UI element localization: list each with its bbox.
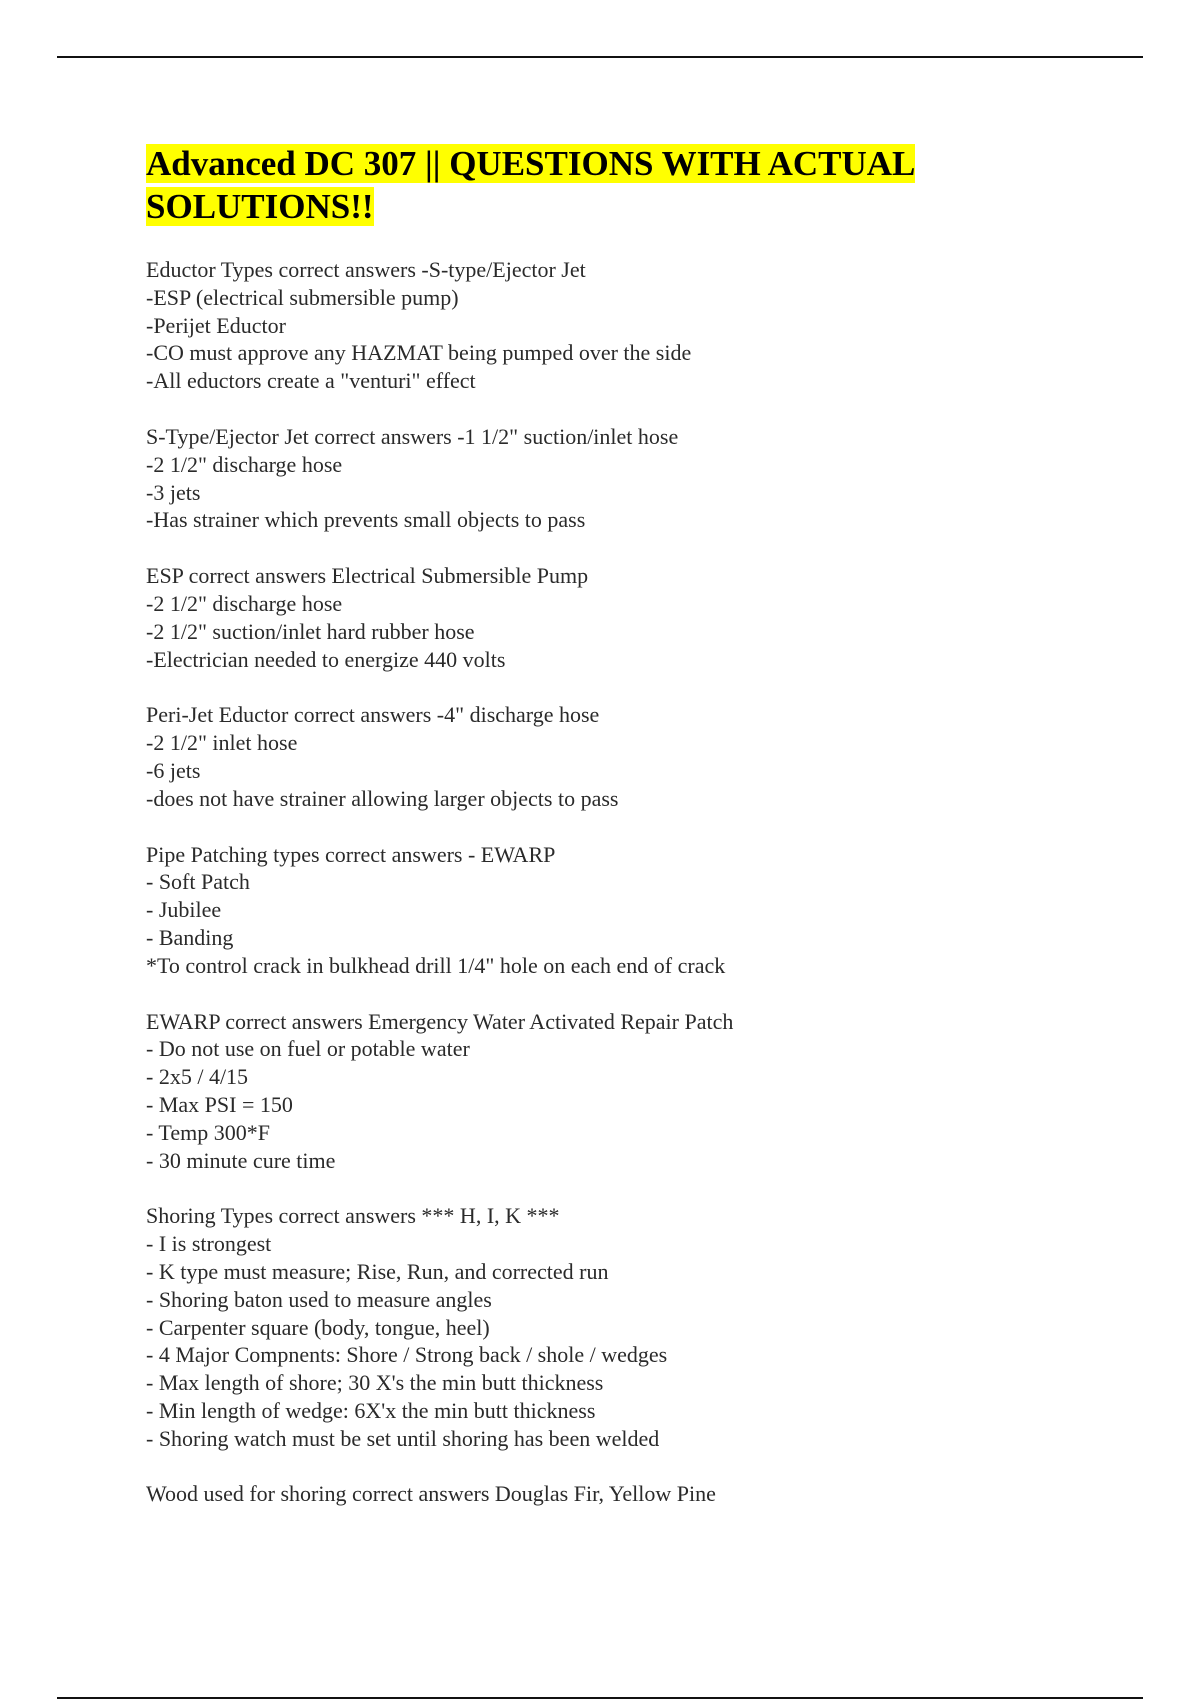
qa-line: - 4 Major Compnents: Shore / Strong back / shole / wedges: [146, 1342, 668, 1368]
qa-line: -Electrician needed to energize 440 volts: [146, 646, 506, 672]
qa-line: - Shoring watch must be set until shoring has been welded: [146, 1425, 660, 1451]
qa-line: -Perijet Eductor: [146, 312, 286, 338]
qa-line: Wood used for shoring correct answers Douglas Fir, Yellow Pine: [146, 1481, 716, 1507]
qa-block-peri-jet: [146, 701, 1046, 812]
qa-line: -Has strainer which prevents small objects to pass: [146, 507, 586, 533]
bottom-rule: [57, 1697, 1143, 1699]
qa-line: -does not have strainer allowing larger objects to pass: [146, 785, 619, 811]
qa-line: - Carpenter square (body, tongue, heel): [146, 1314, 490, 1340]
qa-line: Shoring Types correct answers *** H, I, K ***: [146, 1203, 560, 1229]
qa-line: - Min length of wedge: 6X'x the min butt thickness: [146, 1397, 596, 1423]
qa-line: Eductor Types correct answers -S-type/Ejector Jet: [146, 257, 586, 282]
qa-line: Pipe Patching types correct answers - EWARP: [146, 841, 556, 867]
qa-line: - Jubilee: [146, 897, 222, 923]
qa-line: - Banding: [146, 924, 234, 950]
qa-line: EWARP correct answers Emergency Water Activated Repair Patch: [146, 1008, 734, 1034]
qa-line: - 2x5 / 4/15: [146, 1064, 249, 1090]
qa-line: -2 1/2" discharge hose: [146, 590, 343, 616]
qa-block-s-type: [146, 423, 1046, 534]
qa-line: - 30 minute cure time: [146, 1147, 336, 1173]
qa-line: -2 1/2" suction/inlet hard rubber hose: [146, 618, 475, 644]
qa-line: *To control crack in bulkhead drill 1/4" hole on each end of crack: [146, 952, 726, 978]
qa-block-shoring-types: [146, 1202, 1046, 1452]
qa-line: - Soft Patch: [146, 869, 250, 895]
qa-line: -All eductors create a "venturi" effect: [146, 368, 476, 394]
qa-line: - Shoring baton used to measure angles: [146, 1286, 492, 1312]
qa-line: - Do not use on fuel or potable water: [146, 1036, 470, 1062]
qa-block-eductor-types: [146, 256, 1046, 395]
qa-line: Peri-Jet Eductor correct answers -4" discharge hose: [146, 702, 600, 728]
qa-line: - Max PSI = 150: [146, 1091, 293, 1117]
qa-block-esp: [146, 562, 1046, 673]
qa-line: - K type must measure; Rise, Run, and corrected run: [146, 1258, 609, 1284]
qa-line: -6 jets: [146, 757, 201, 783]
top-rule: [57, 56, 1143, 58]
qa-block-ewarp: [146, 1008, 1046, 1175]
title-highlight: Advanced DC 307 || QUESTIONS WITH ACTUAL SOLUTIONS!!: [146, 144, 916, 226]
document-body: [146, 142, 1046, 1536]
qa-line: -3 jets: [146, 479, 201, 505]
qa-block-pipe-patching: [146, 841, 1046, 980]
qa-line: - Max length of shore; 30 X's the min butt thickness: [146, 1370, 604, 1396]
qa-line: -2 1/2" discharge hose: [146, 451, 343, 477]
qa-line: S-Type/Ejector Jet correct answers -1 1/2" suction/inlet hose: [146, 423, 679, 449]
qa-line: -2 1/2" inlet hose: [146, 730, 298, 756]
qa-line: ESP correct answers Electrical Submersible Pump: [146, 563, 589, 589]
qa-line: -CO must approve any HAZMAT being pumped over the side: [146, 340, 692, 366]
document-title: [146, 142, 1046, 228]
qa-line: -ESP (electrical submersible pump): [146, 284, 459, 310]
qa-line: - I is strongest: [146, 1231, 272, 1257]
qa-line: - Temp 300*F: [146, 1119, 270, 1145]
qa-block-wood-shoring: [146, 1480, 1046, 1508]
